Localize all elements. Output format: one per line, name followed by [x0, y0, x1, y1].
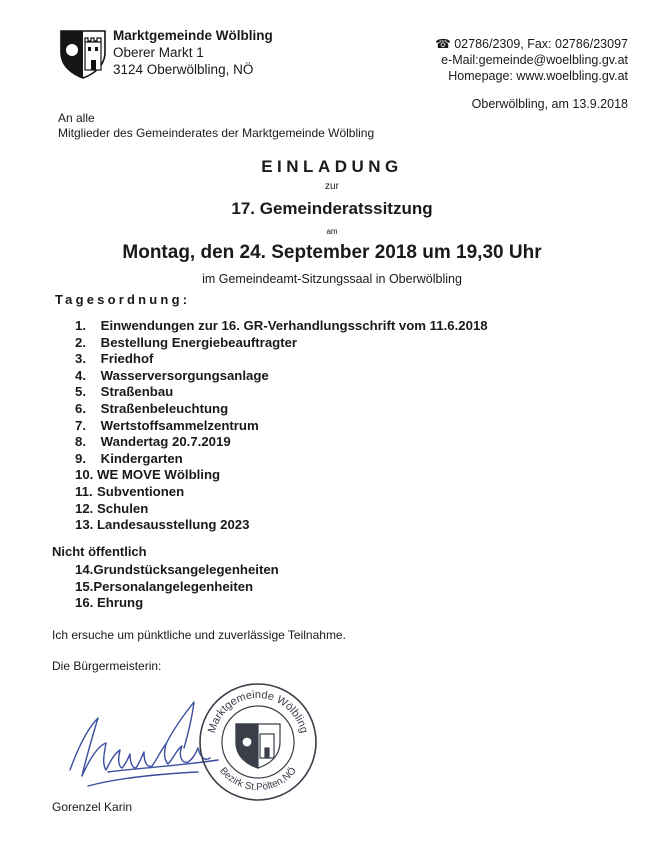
contact-block: [435, 36, 628, 84]
phone-fax: ☎ 02786/2309, Fax: 02786/23097: [435, 37, 628, 51]
organization-name: Marktgemeinde Wölbling: [113, 28, 273, 43]
homepage: Homepage: www.woelbling.gv.at: [448, 69, 628, 83]
recipients-line-2: Mitglieder des Gemeinderates der Marktgemeinde Wölbling: [58, 125, 375, 140]
meeting-location: im Gemeindeamt-Sitzungssaal in Oberwölbling: [202, 272, 462, 286]
agenda-item-text: Ehrung: [97, 595, 144, 611]
agenda-item: [75, 467, 488, 484]
organization-block: [113, 27, 273, 78]
agenda-item-number: 11.: [75, 483, 93, 499]
agenda-item: [75, 484, 488, 501]
invitation-am: am: [326, 227, 338, 236]
nonpublic-title: Nicht öffentlich: [52, 544, 147, 559]
agenda-item: [75, 418, 488, 435]
agenda-item-number: 14.: [75, 562, 94, 577]
agenda-item: [75, 595, 279, 612]
agenda-item-number: 16.: [75, 595, 94, 611]
agenda-item-number: 8.: [75, 434, 86, 450]
agenda-item-number: 1.: [75, 318, 86, 333]
agenda-item: [75, 501, 488, 518]
address-line-1: Oberer Markt 1: [113, 45, 204, 60]
agenda-item-text: Bestellung Energiebeauftragter: [100, 334, 298, 350]
seal-top-text: Marktgemeinde Wölbling: [205, 688, 311, 735]
nonpublic-agenda-list: [75, 562, 279, 612]
agenda-item-number: 9.: [75, 450, 86, 466]
svg-text:Bezirk St.Pölten,NÖ: [217, 765, 299, 793]
agenda-item-text: Einwendungen zur 16. GR-Verhandlungsschrift vom 11.6.2018: [100, 318, 488, 333]
agenda-item-number: 7.: [75, 417, 86, 433]
agenda-title: Tagesordnung:: [55, 292, 191, 307]
agenda-item-number: 2.: [75, 334, 86, 350]
agenda-item: [75, 451, 488, 468]
agenda-item: [75, 384, 488, 401]
agenda-item-number: 5.: [75, 384, 86, 400]
recipients-block: [58, 111, 374, 140]
agenda-item-text: Wandertag 20.7.2019: [100, 434, 231, 450]
agenda-item: [75, 517, 488, 534]
seal-bottom-text: Bezirk St.Pölten,NÖ: [217, 765, 299, 794]
signer-name: Gorenzel Karin: [52, 800, 133, 814]
agenda-item-text: WE MOVE Wölbling: [97, 467, 221, 483]
closing-sentence: Ich ersuche um pünktliche und zuverlässige Teilnahme.: [52, 628, 346, 642]
agenda-item-text: Subventionen: [97, 483, 185, 499]
agenda-item-number: 13.: [75, 517, 94, 533]
agenda-item-text: Wertstoffsammelzentrum: [100, 417, 259, 433]
invitation-title: EINLADUNG: [261, 157, 403, 176]
agenda-item-text: Grundstücksangelegenheiten: [93, 562, 279, 577]
official-seal-stamp: [196, 680, 320, 804]
agenda-item-text: Straßenbeleuchtung: [100, 400, 229, 416]
agenda-item-number: 4.: [75, 367, 86, 383]
agenda-list: [75, 318, 488, 534]
agenda-item: [75, 318, 488, 335]
agenda-item-text: Friedhof: [100, 351, 154, 367]
agenda-item-text: Kindergarten: [100, 450, 183, 466]
agenda-item-text: Schulen: [97, 500, 149, 516]
date-line: Oberwölbling, am 13.9.2018: [471, 97, 628, 111]
agenda-item: [75, 335, 488, 352]
meeting-datetime: Montag, den 24. September 2018 um 19,30 Uhr: [122, 242, 542, 263]
agenda-item-text: Landesausstellung 2023: [97, 517, 250, 533]
agenda-item-number: 12.: [75, 500, 94, 516]
agenda-item-text: Wasserversorgungsanlage: [100, 367, 269, 383]
recipients-line-1: An alle: [58, 111, 95, 125]
meeting-name: 17. Gemeinderatssitzung: [231, 199, 433, 218]
agenda-item: [75, 562, 279, 579]
email: e-Mail:gemeinde@woelbling.gv.at: [441, 53, 628, 67]
agenda-item: [75, 368, 488, 385]
agenda-item-number: 15.: [75, 578, 94, 594]
agenda-item: [75, 351, 488, 368]
agenda-item-text: Personalangelegenheiten: [93, 578, 254, 594]
agenda-item-number: 10.: [75, 467, 94, 483]
address-line-2: 3124 Oberwölbling, NÖ: [113, 62, 254, 77]
agenda-item: [75, 434, 488, 451]
agenda-item-text: Straßenbau: [100, 384, 174, 400]
agenda-item-number: 6.: [75, 400, 86, 416]
agenda-item: [75, 579, 279, 596]
invitation-zur: zur: [325, 181, 339, 192]
signer-title: Die Bürgermeisterin:: [52, 659, 162, 673]
agenda-item-number: 3.: [75, 351, 86, 367]
coat-of-arms-logo: [58, 28, 108, 80]
agenda-item: [75, 401, 488, 418]
